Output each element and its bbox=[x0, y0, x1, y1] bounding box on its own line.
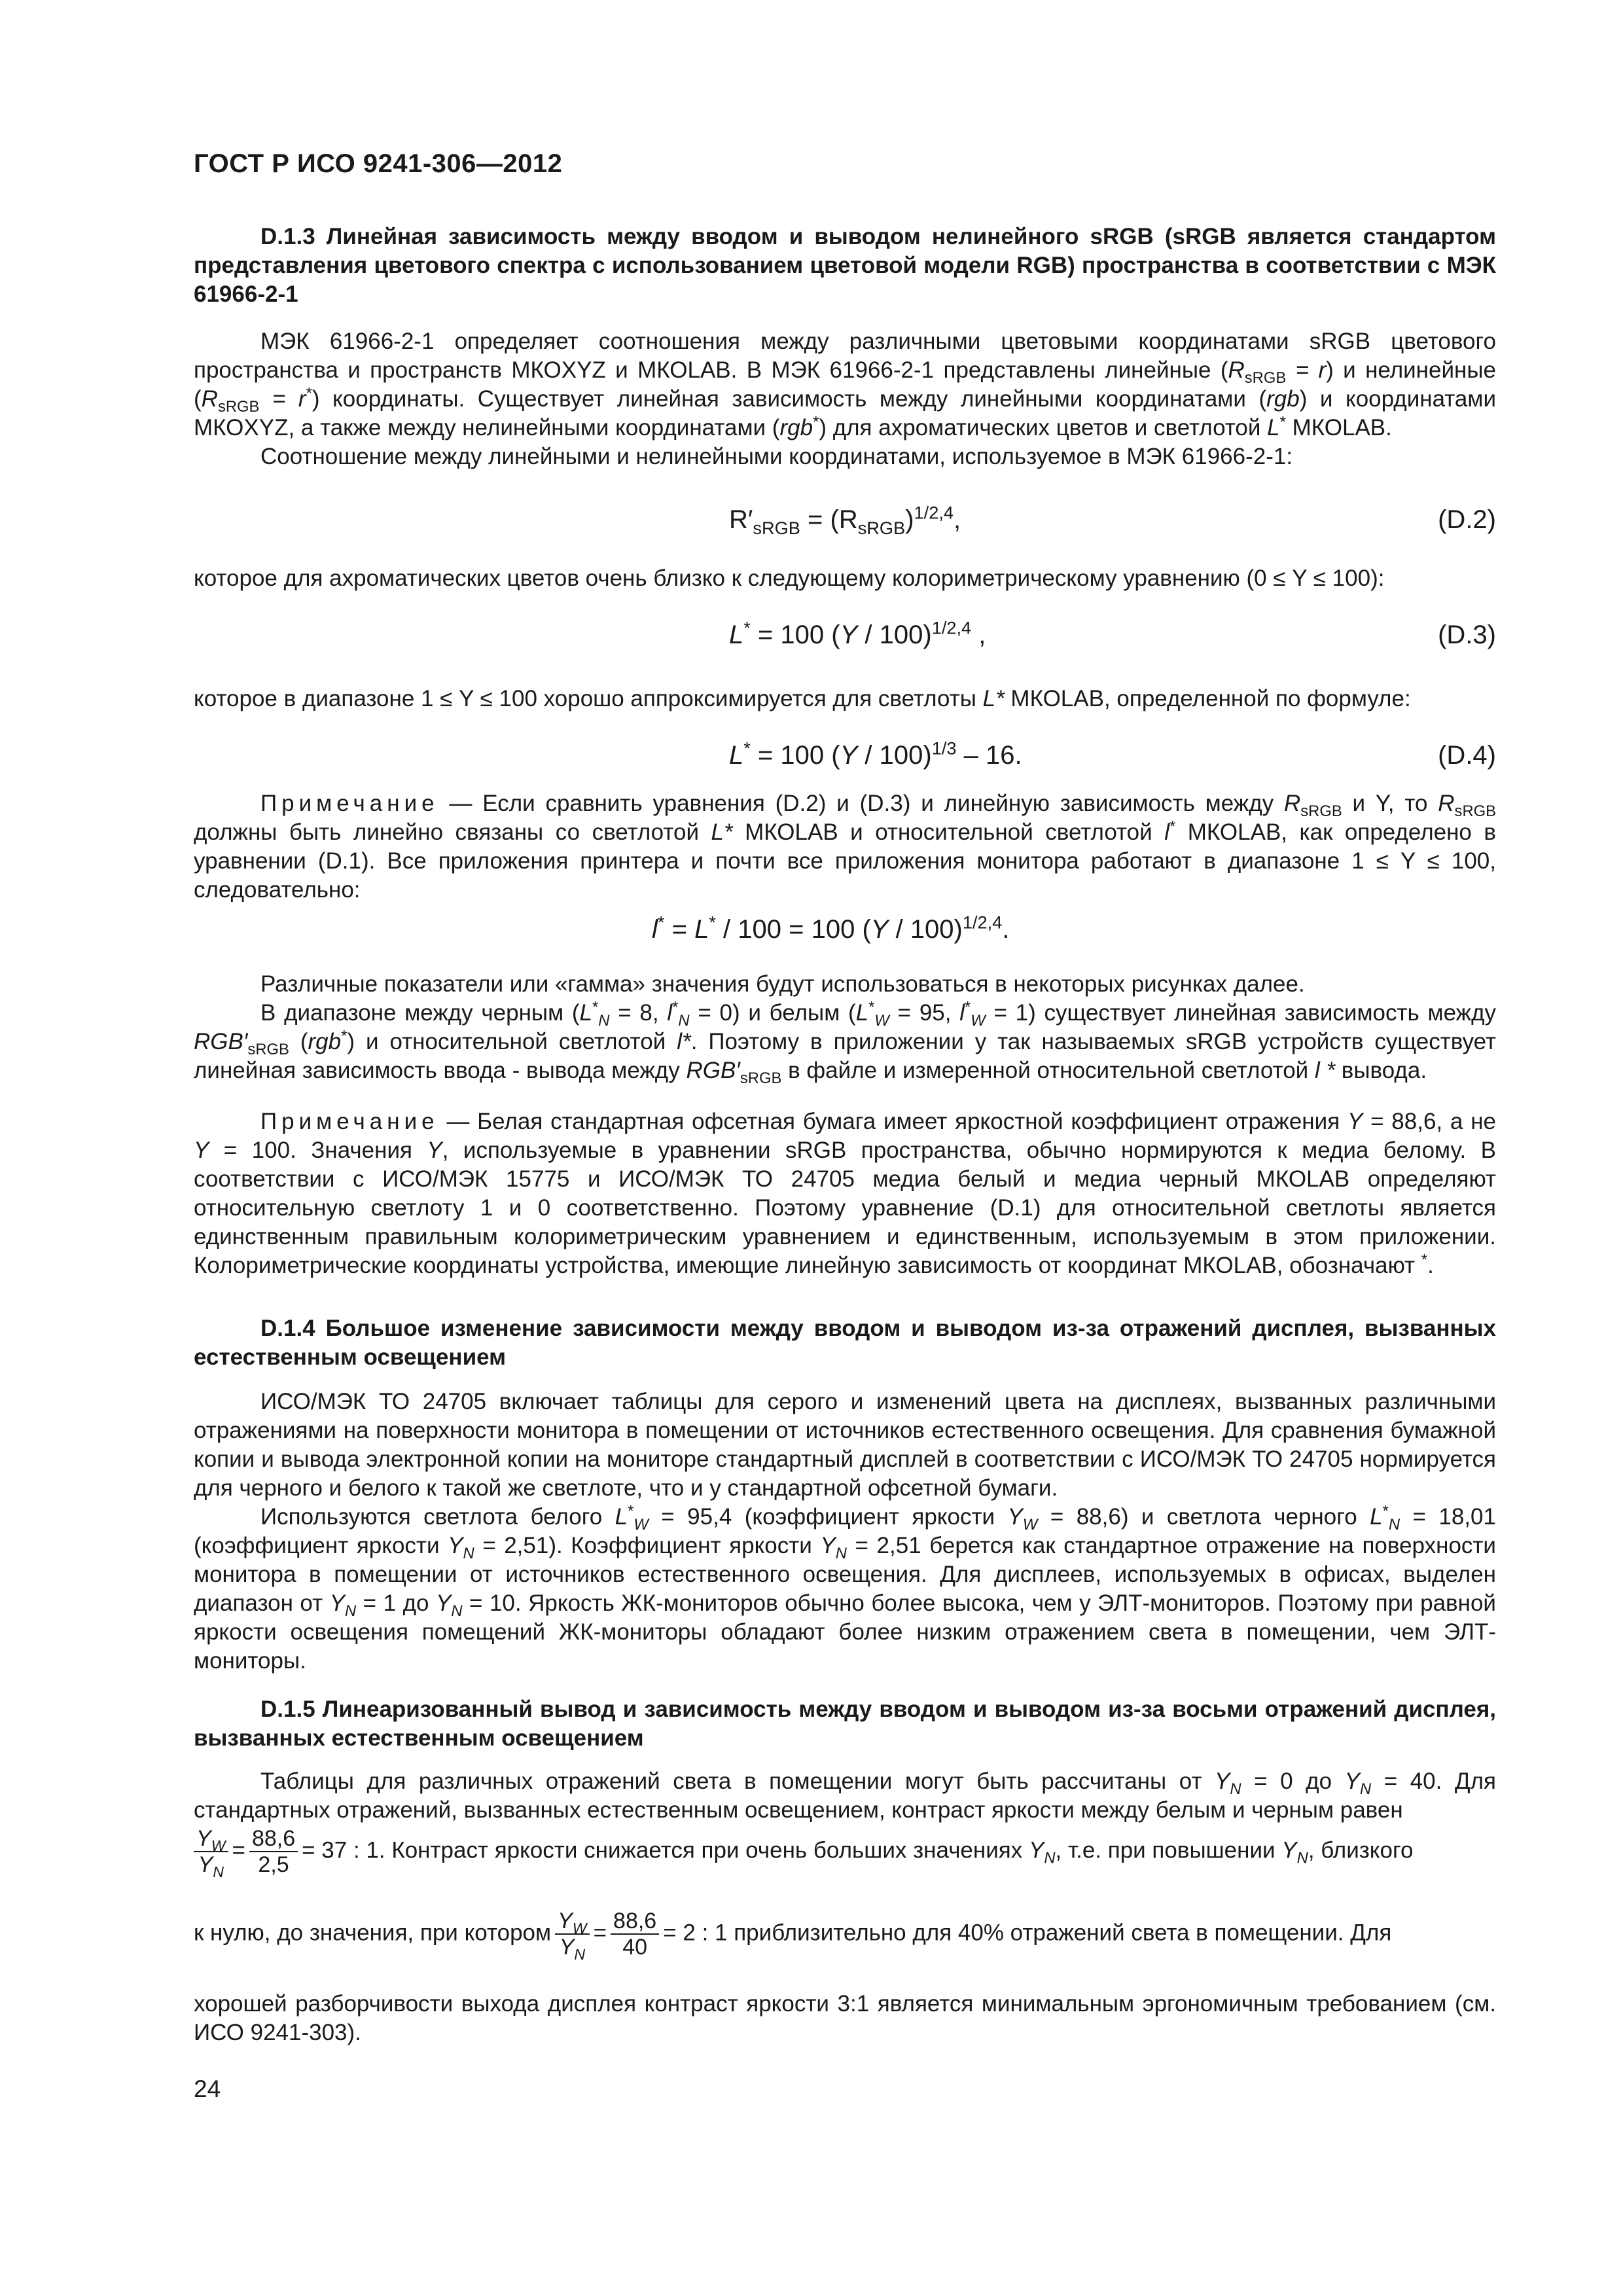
fraction-yw-yn: $\frac{Y_W}{Y_N}$ bbox=[194, 1826, 228, 1877]
section-heading-d15: D.1.5 Линеаризованный вывод и зависимость между вводом и выводом из-за восьми отражений дисплея, вызванных естественным освещением bbox=[194, 1696, 1496, 1751]
note: Примечание — Если сравнить уравнения (D.2) и (D.3) и линейную зависимость между $R_{sRGB}$ и Y, то $R_{sRGB}$ должны быть линейно связаны со светлотой L* МКОLAB и относительной светлотой l* МКОLAB, как определено в уравнении (D.1). Все приложения принтера и почти все приложения монитора работают в диапазоне 1 ≤ Y ≤ 100, следовательно: bbox=[194, 791, 1497, 903]
equation-body: L* = 100 (Y / 100)$^{1/3}$ – 16. bbox=[729, 738, 1022, 770]
equation-d4 bbox=[194, 738, 1496, 780]
equation-lightness bbox=[194, 912, 1496, 954]
section-d15 bbox=[194, 1695, 1496, 1753]
fraction-values: $\frac{88,6}{2,5}$ bbox=[249, 1826, 298, 1877]
contrast-formula-line: к нулю, до значения, при котором $\frac{Y_W}{Y_N}$ = $\frac{88,6}{40}$ = 2 : 1 приблизительно для 40% отражений света в помещении. Для bbox=[194, 1909, 1392, 1963]
fraction-yw-yn: $\frac{Y_W}{Y_N}$ bbox=[555, 1909, 590, 1960]
equation-number: (D.2) bbox=[1438, 505, 1496, 534]
equation-body: $R'_{sRGB} = (R_{sRGB})^{1/2,4}$, bbox=[729, 502, 961, 538]
equation-d3 bbox=[194, 617, 1496, 660]
paragraph: В диапазоне между черным ($L^*_N = 8$, $l^*_N = 0$) и белым ($L^*_W = 95$, $l^*_W = 1$) существует линейная зависимость между $RGB'_{sRGB}$ (rgb*) и относительной светлотой l*. Поэтому в приложении у так называемых sRGB устройств существует линейная зависимость ввода - вывода между $RGB'_{sRGB}$ в файле и измеренной относительной светлотой l * вывода. bbox=[194, 998, 1497, 1087]
section-d13-tail bbox=[194, 970, 1496, 1085]
fraction-values: $\frac{88,6}{40}$ bbox=[611, 1909, 659, 1960]
paragraph: Таблицы для различных отражений света в помещении могут быть рассчитаны от $Y_N = 0$ до $Y_N = 40$. Для стандартных отражений, вызванных естественным освещением, контраст яркости между белым и черным равен bbox=[194, 1768, 1496, 1823]
section-d14 bbox=[194, 1314, 1496, 1372]
section-d13 bbox=[194, 223, 1496, 309]
equation-body: l* = L* / 100 = 100 (Y / 100)$^{1/2,4}$. bbox=[652, 912, 1010, 944]
paragraph: ИСО/МЭК ТО 24705 включает таблицы для серого и изменений цвета на дисплеях, вызванных различными отражениями на поверхности монитора в помещении от источников естественного освещения. Для сравнения бумажной копии и вывода электронной копии на мониторе стандартный дисплей в соответствии с ИСО/МЭК ТО 24705 нормируется для черного и белого к такой же светлоте, что и у стандартной офсетной бумаги. bbox=[194, 1389, 1496, 1501]
section-d13-body bbox=[194, 327, 1496, 471]
contrast-formula-line: $\frac{Y_W}{Y_N}$ = $\frac{88,6}{2,5}$ = 37 : 1. Контраст яркости снижается при очень больших значениях $Y_N$, т.е. при повышении $Y_N$, близкого bbox=[194, 1826, 1496, 1877]
equation-number: (D.3) bbox=[1438, 620, 1496, 649]
paragraph: которое для ахроматических цветов очень близко к следующему колориметрическому уравнению (0 ≤ Y ≤ 100): bbox=[194, 565, 1385, 591]
document-header: ГОСТ Р ИСО 9241-306—2012 bbox=[194, 149, 563, 178]
paragraph: Соотношение между линейными и нелинейными координатами, используемое в МЭК 61966-2-1: bbox=[260, 444, 1293, 469]
paragraph: Различные показатели или «гамма» значения будут использоваться в некоторых рисунках далее. bbox=[260, 971, 1305, 997]
note: Примечание — Белая стандартная офсетная бумага имеет яркостной коэффициент отражения Y = 88,6, а не Y = 100. Значения Y, используемые в уравнении sRGB пространства, обычно нормируются к медиа белому. В соответствии с ИСО/МЭК 15775 и ИСО/МЭК ТО 24705 медиа белый и медиа черный МКОLAB определяют относительную светлоту 1 и 0 соответственно. Поэтому уравнение (D.1) для относительной светлоты является единственным правильным колориметрическим уравнением и единственным, используемым в этом приложении. Колориметрические координаты устройства, имеющие линейную зависимость от координат МКОLAB, обозначают *. bbox=[194, 1109, 1497, 1278]
page-number: 24 bbox=[194, 2075, 221, 2102]
section-heading-d14: D.1.4 Большое изменение зависимости между вводом и выводом из-за отражений дисплея, вызванных естественным освещением bbox=[194, 1316, 1496, 1370]
equation-number: (D.4) bbox=[1438, 741, 1496, 770]
paragraph: Используются светлота белого $L^*_W = 95,4$ (коэффициент яркости $Y_W = 88,6$) и светлота черного $L^*_N = 18,01$ (коэффициент яркости $Y_N = 2,51$). Коэффициент яркости $Y_N = 2,51$ берется как стандартное отражение на поверхности монитора в помещении от источников естественного освещения. Для дисплеев, используемых в офисах, выделен диапазон от $Y_N = 1$ до $Y_N = 10$. Яркость ЖК-мониторов обычно более высока, чем у ЭЛТ-мониторов. Поэтому при равной яркости освещения помещений ЖК-мониторы обладают более низким отражением света в помещении, чем ЭЛТ-мониторы. bbox=[194, 1502, 1496, 1674]
note-label: Примечание bbox=[260, 791, 439, 816]
section-d14-body bbox=[194, 1388, 1496, 1676]
section-heading-d13: D.1.3 Линейная зависимость между вводом и выводом нелинейного sRGB (sRGB является стандартом представления цветового спектра с использованием цветовой модели RGB) пространства в соответствии с МЭК 61966-2-1 bbox=[194, 224, 1496, 307]
note-label: Примечание bbox=[260, 1109, 439, 1134]
equation-d2 bbox=[194, 502, 1496, 545]
equation-body: L* = 100 (Y / 100)$^{1/2,4}$ , bbox=[729, 617, 986, 649]
paragraph: МЭК 61966-2-1 определяет соотношения между различными цветовыми координатами sRGB цветового пространства и пространств МКОXYZ и МКОLAB. В МЭК 61966-2-1 представлены линейные $(R_{sRGB} = r)$ и нелинейные $(R_{sRGB} = r^*)$ координаты. Существует линейная зависимость между линейными координатами (rgb) и координатами МКОXYZ, а также между нелинейными координатами (rgb*) для ахроматических цветов и светлотой L* МКОLAB. bbox=[194, 329, 1497, 440]
paragraph: которое в диапазоне 1 ≤ Y ≤ 100 хорошо аппроксимируется для светлоты L* МКОLAB, определенной по формуле: bbox=[194, 686, 1411, 711]
paragraph: хорошей разборчивости выхода дисплея контраст яркости 3:1 является минимальным эргономичным требованием (см. ИСО 9241-303). bbox=[194, 1991, 1496, 2045]
